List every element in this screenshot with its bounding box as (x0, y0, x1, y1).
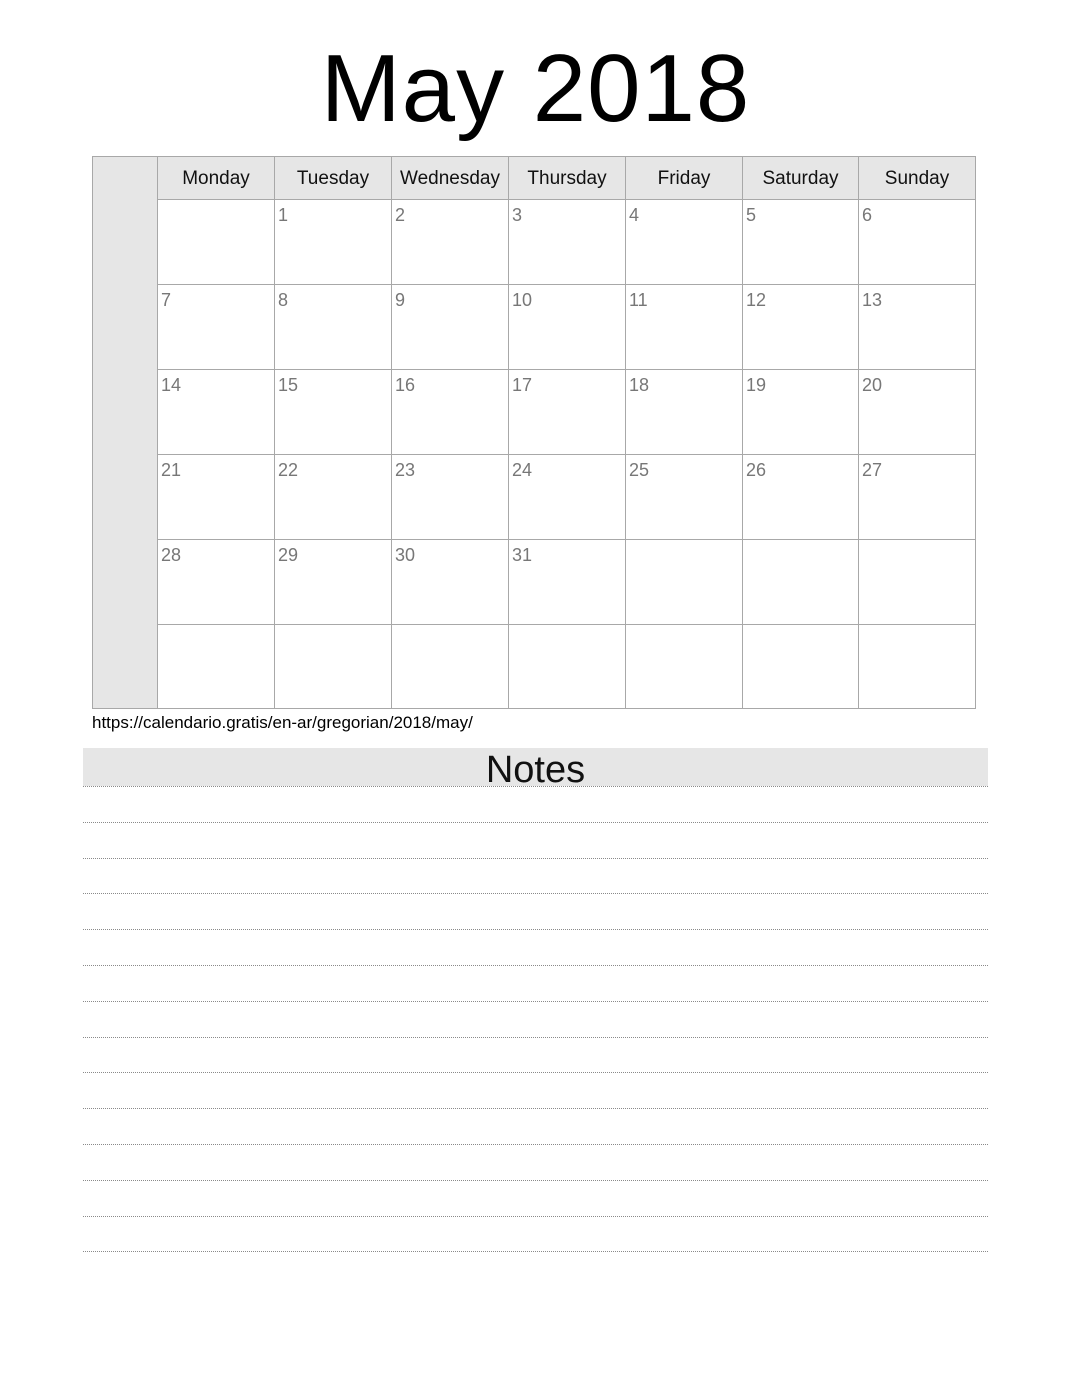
calendar-title: May 2018 (320, 35, 751, 142)
day-cell (859, 625, 975, 708)
day-cell (275, 625, 392, 708)
note-line (83, 1180, 988, 1181)
weekday-header-thursday: Thursday (509, 157, 626, 199)
day-cell: 29 (275, 540, 392, 624)
day-cell: 5 (743, 200, 859, 284)
note-line (83, 1001, 988, 1002)
day-cell: 1 (275, 200, 392, 284)
note-line (83, 893, 988, 894)
day-cell: 22 (275, 455, 392, 539)
week-row (158, 370, 975, 455)
day-cell: 10 (509, 285, 626, 369)
day-cell: 24 (509, 455, 626, 539)
week-row (158, 200, 975, 285)
week-number-column (93, 157, 158, 708)
day-cell: 15 (275, 370, 392, 454)
weekday-header-row (158, 157, 975, 200)
day-cell: 6 (862, 205, 873, 225)
note-line (83, 1108, 988, 1109)
day-cell: 3 (509, 200, 626, 284)
day-cell (158, 200, 275, 284)
day-cell (626, 625, 743, 708)
note-line (83, 786, 988, 787)
day-cell: 12 (743, 285, 859, 369)
note-line (83, 1037, 988, 1038)
weekday-header-wednesday: Wednesday (392, 157, 509, 199)
day-cell: 18 (626, 370, 743, 454)
day-cell: 19 (743, 370, 859, 454)
note-line (83, 929, 988, 930)
weekday-header-monday: Monday (158, 157, 275, 199)
day-cell: 21 (158, 455, 275, 539)
day-cell: 20 (862, 375, 883, 395)
weekday-header-sunday: Sunday (884, 168, 950, 189)
day-cell (626, 540, 743, 624)
day-cell: 25 (626, 455, 743, 539)
day-cell (743, 540, 859, 624)
day-cell: 31 (509, 540, 626, 624)
day-cell: 23 (392, 455, 509, 539)
note-line (83, 822, 988, 823)
day-cell (509, 625, 626, 708)
week-row (158, 285, 975, 370)
note-line (83, 1251, 988, 1252)
day-cell: 30 (392, 540, 509, 624)
day-cell: 7 (158, 285, 275, 369)
day-cell: 16 (392, 370, 509, 454)
day-cell: 27 (862, 460, 883, 480)
day-cell: 2 (392, 200, 509, 284)
source-url: https://calendario.gratis/en-ar/gregorian/2018/may/ (92, 713, 473, 732)
day-cell: 11 (626, 285, 743, 369)
month-calendar-grid (92, 156, 976, 709)
week-rows (158, 200, 975, 708)
calendar-days-grid (158, 157, 975, 708)
notes-heading: Notes (83, 748, 988, 786)
day-cell: 14 (158, 370, 275, 454)
note-line (83, 858, 988, 859)
weekday-header-saturday: Saturday (743, 157, 859, 199)
note-line (83, 1216, 988, 1217)
weekday-header-tuesday: Tuesday (275, 157, 392, 199)
note-line (83, 965, 988, 966)
week-row (158, 455, 975, 540)
day-cell: 8 (275, 285, 392, 369)
week-row (158, 625, 975, 708)
week-row (158, 540, 975, 625)
day-cell: 4 (626, 200, 743, 284)
day-cell: 9 (392, 285, 509, 369)
day-cell (859, 540, 975, 624)
day-cell: 13 (862, 290, 883, 310)
day-cell (743, 625, 859, 708)
day-cell (392, 625, 509, 708)
day-cell (158, 625, 275, 708)
day-cell: 28 (158, 540, 275, 624)
note-line (83, 1072, 988, 1073)
weekday-header-friday: Friday (626, 157, 743, 199)
day-cell: 17 (509, 370, 626, 454)
day-cell: 26 (743, 455, 859, 539)
note-line (83, 1144, 988, 1145)
